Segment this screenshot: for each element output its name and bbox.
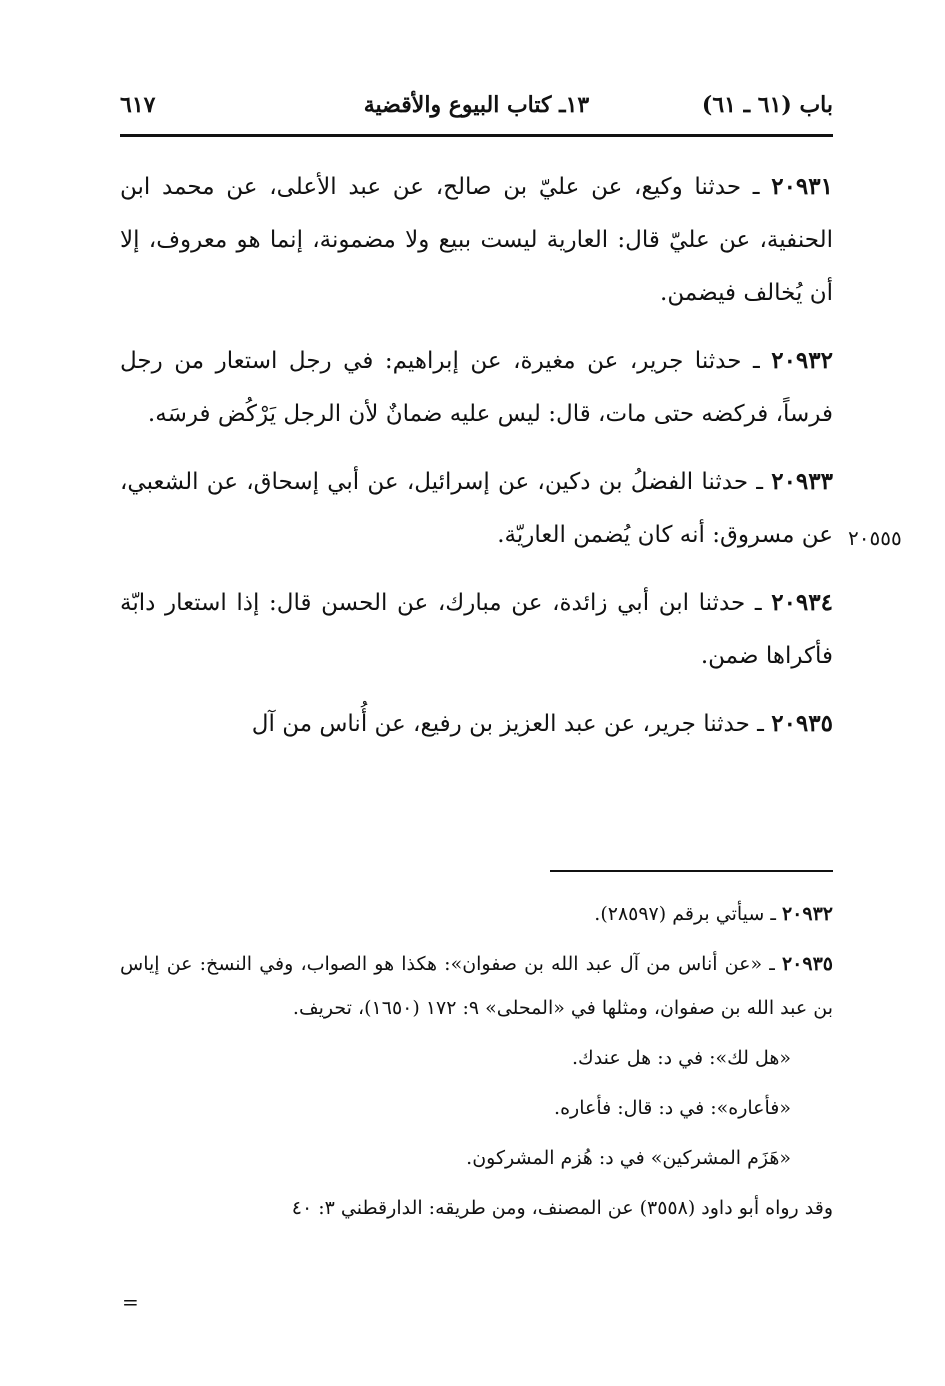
footnote-note: وقد رواه أبو داود (٣٥٥٨) عن المصنف، ومن طريقه: الدارقطني ٣: ٤٠ [291,1197,833,1219]
footnote [120,892,833,936]
hadith-paragraph [120,160,833,320]
footnote-number: ٢٠٩٣٢ [781,903,833,925]
chapter-title: باب (٦١ ـ ٦١) [701,92,833,118]
header-rule [120,134,833,137]
hadith-paragraph [120,697,833,751]
page-number: ٦١٧ [120,92,156,118]
hadith-number: ٢٠٩٣١ [771,173,833,200]
margin-number: ٢٠٥٥٥ [848,526,902,550]
hadith-paragraph [120,455,833,562]
footnotes [120,892,833,1236]
footnote-number: ٢٠٩٣٥ [781,953,833,975]
footnote-text: ـ «عن أناس من آل عبد الله بن صفوان»: هكذا هو الصواب، وفي النسخ: عن إياس بن عبد الله بن صفوان، ومثلها في «المحلى» ٩: ١٧٢ (١٦٥٠)، تحريف. [120,953,833,1019]
hadith-text: ـ حدثنا ابن أبي زائدة، عن مبارك، عن الحسن قال: إذا استعار دابّة فأكراها ضمن. [120,590,833,669]
footnote-note: «فأعاره»: في د: قال: فأعاره. [554,1097,791,1119]
hadith-text: ـ حدثنا جرير، عن عبد العزيز بن رفيع، عن أُناس من آل [251,711,772,737]
footnote-rule [550,870,833,872]
hadith-text: ـ حدثنا جرير، عن مغيرة، عن إبراهيم: في رجل استعار من رجل فرساً، فركضه حتى مات، قال: ليس عليه ضمانٌ لأن الرجل يَرْكُض فرسَه. [120,348,833,427]
main-text [120,160,833,765]
footnote-text: ـ سيأتي برقم (٢٨٥٩٧). [594,903,782,925]
continuation-mark: = [122,1290,139,1314]
hadith-number: ٢٠٩٣٥ [771,710,833,737]
hadith-text: ـ حدثنا الفضلُ بن دكين، عن إسرائيل، عن أبي إسحاق، عن الشعبي، عن مسروق: أنه كان يُضمن العاريّة. [120,469,833,548]
footnote [120,942,833,1030]
running-header [120,90,833,130]
hadith-number: ٢٠٩٣٣ [771,468,833,495]
hadith-number: ٢٠٩٣٤ [771,589,833,616]
book-title: ١٣ـ كتاب البيوع والأقضية [363,92,590,118]
hadith-number: ٢٠٩٣٢ [771,347,833,374]
hadith-paragraph [120,576,833,683]
footnote-note: «هل لك»: في د: هل عندك. [572,1047,791,1069]
footnote-note: «هَزَم المشركين» في د: هُزم المشركون. [466,1147,791,1169]
hadith-paragraph [120,334,833,441]
hadith-text: ـ حدثنا وكيع، عن عليّ بن صالح، عن عبد الأعلى، عن محمد ابن الحنفية، عن عليّ قال: العارية ليست ببيع ولا مضمونة، إنما هو معروف، إلا أن يُخالف فيضمن. [120,174,833,306]
